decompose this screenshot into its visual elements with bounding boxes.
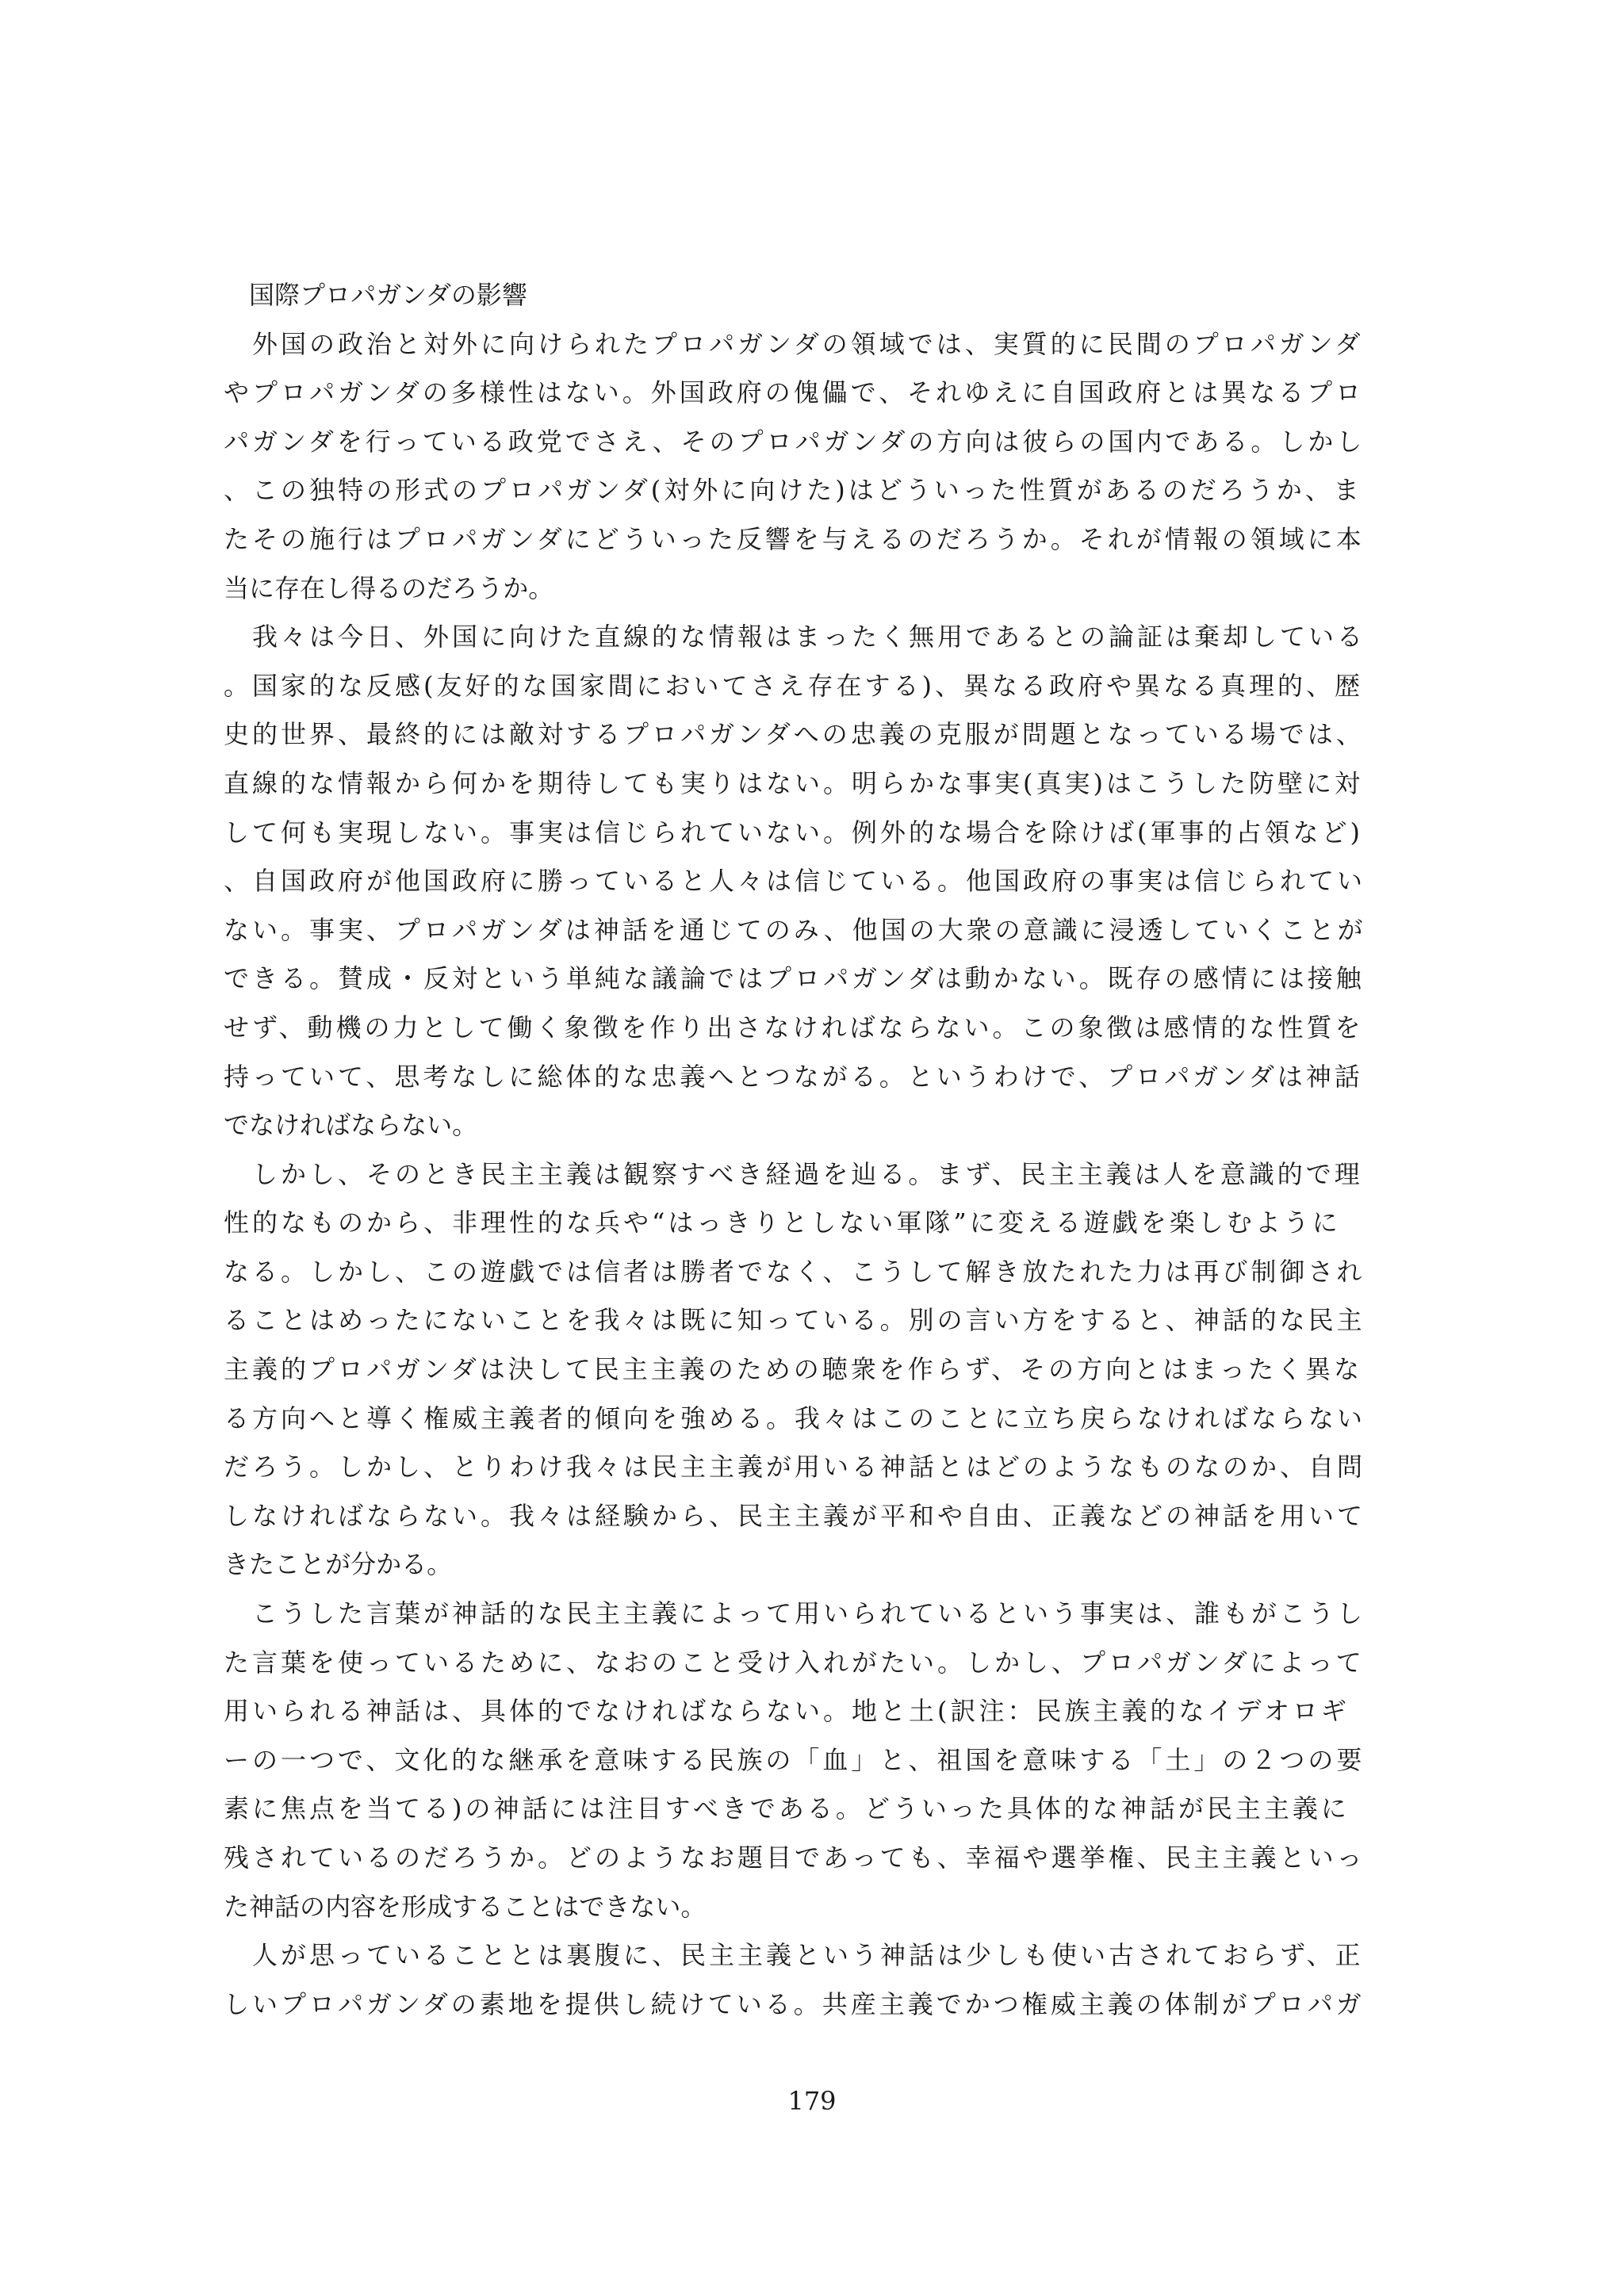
text-line: きたことが分かる。	[224, 1549, 453, 1580]
text-line: 史的世界、最終的には敵対するプロパガンダへの忠義の克服が問題となっている場では、	[224, 719, 1365, 750]
page-number: 179	[787, 2086, 837, 2116]
body-text	[224, 271, 1397, 2029]
text-line: しかし、そのとき民主主義は観察すべき経過を辿る。まず、民主主義は人を意識的で理	[224, 1158, 1363, 1189]
text-line: できる。賛成・反対という単純な議論ではプロパガンダは動かない。既存の感情には接触	[224, 963, 1365, 994]
text-line: 用いられる神話は、具体的でなければならない。地と土(訳注：民族主義的なイデオロギ	[224, 1696, 1350, 1727]
text-line: せず、動機の力として働く象徴を作り出さなければならない。この象徴は感情的な性質を	[224, 1012, 1364, 1043]
text-line: 素に焦点を当てる)の神話には注目すべきである。どういった具体的な神話が民主主義に	[224, 1793, 1350, 1824]
section-heading: 国際プロパガンダの影響	[224, 280, 527, 310]
text-line: なる。しかし、この遊戯では信者は勝者でなく、こうして解き放たれた力は再び制御され	[224, 1256, 1365, 1287]
text-line: しなければならない。我々は経験から、民主主義が平和や自由、正義などの神話を用いて	[224, 1500, 1366, 1531]
text-line: 外国の政治と対外に向けられたプロパガンダの領域では、実質的に民間のプロパガンダ	[224, 328, 1364, 359]
text-line: 持っていて、思考なしに総体的な忠義へとつながる。というわけで、プロパガンダは神話	[224, 1061, 1363, 1092]
text-line: 性的なものから、非理性的な兵や“はっきりとしない軍隊”に変える遊戯を楽しむように	[224, 1207, 1341, 1238]
text-line: 人が思っていることとは裏腹に、民主主義という神話は少しも使い古されておらず、正	[224, 1940, 1364, 1971]
text-line: た言葉を使っているために、なおのこと受け入れがたい。しかし、プロパガンダによって	[224, 1647, 1365, 1678]
text-line: 残されているのだろうか。どのようなお題目であっても、幸福や選挙権、民主主義といっ	[224, 1843, 1365, 1873]
text-line: だろう。しかし、とりわけ我々は民主主義が用いる神話とはどのようなものなのか、自問	[224, 1452, 1366, 1483]
text-line: 我々は今日、外国に向けた直線的な情報はまったく無用であるとの論証は棄却している	[224, 622, 1366, 652]
text-line: ない。事実、プロパガンダは神話を通じてのみ、他国の大衆の意識に浸透していくことが	[224, 914, 1366, 945]
text-line: 、自国政府が他国政府に勝っていると人々は信じている。他国政府の事実は信じられてい	[224, 866, 1366, 897]
text-line: 当に存在し得るのだろうか。	[224, 572, 554, 603]
text-line: 、この独特の形式のプロパガンダ(対外に向けた)はどういった性質があるのだろうか、ま	[224, 475, 1362, 506]
text-line: 主義的プロパガンダは決して民主主義のための聴衆を作らず、その方向とはまったく異な	[224, 1354, 1363, 1385]
text-line: パガンダを行っている政党でさえ、そのプロパガンダの方向は彼らの国内である。しかし	[224, 426, 1365, 457]
text-line: た神話の内容を形成することはできない。	[224, 1891, 707, 1922]
text-line: 。国家的な反感(友好的な国家間においてさえ存在する)、異なる政府や異なる真理的、歴	[224, 670, 1363, 701]
text-line: ることはめったにないことを我々は既に知っている。別の言い方をすると、神話的な民主	[224, 1305, 1365, 1336]
text-line: やプロパガンダの多様性はない。外国政府の傀儡で、それゆえに自国政府とは異なるプロ	[224, 377, 1365, 408]
text-line: しいプロパガンダの素地を提供し続けている。共産主義でかつ権威主義の体制がプロパガ	[224, 1988, 1365, 2019]
text-line: ーの一つで、文化的な継承を意味する民族の「血」と、祖国を意味する「土」の２つの要	[224, 1744, 1365, 1775]
text-line: る方向へと導く権威主義者的傾向を強める。我々はこのことに立ち戻らなければならない	[224, 1402, 1366, 1433]
text-line: こうした言葉が神話的な民主主義によって用いられているという事実は、誰もがこうし	[224, 1598, 1366, 1629]
text-line: して何も実現しない。事実は信じられていない。例外的な場合を除けば(軍事的占領など)	[224, 817, 1363, 848]
text-line: たその施行はプロパガンダにどういった反響を与えるのだろうか。それが情報の領域に本	[224, 523, 1365, 554]
text-line: でなければならない。	[224, 1110, 478, 1141]
text-line: 直線的な情報から何かを期待しても実りはない。明らかな事実(真実)はこうした防壁に対	[224, 767, 1363, 798]
